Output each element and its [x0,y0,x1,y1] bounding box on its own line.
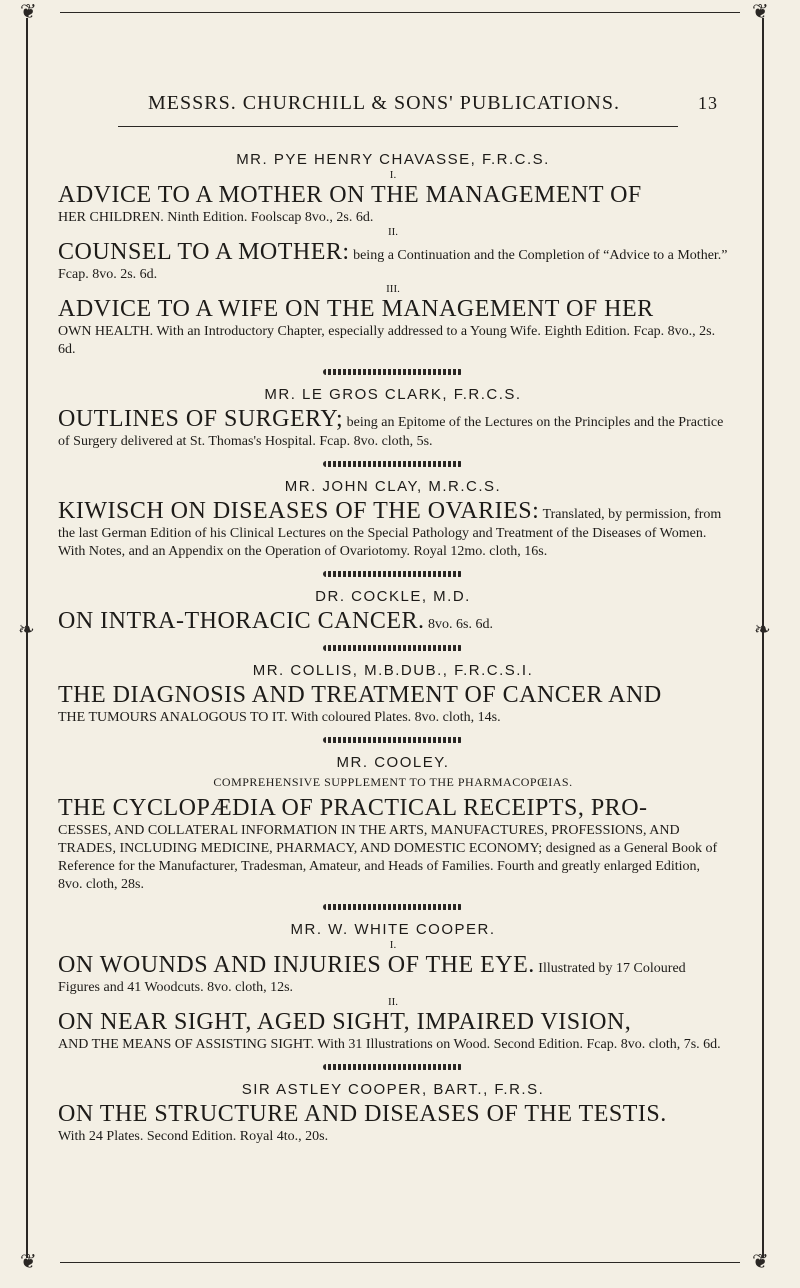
book-details: Translated, by permission, from the last German Edition of his Clinical Lectures on the Special Pathology and Treatment of the Diseases of Women. With Notes, and an Appendix on the Operation of Ovariotomy. Royal 12mo. cloth, 16s. [58,507,722,559]
header-rule [118,126,678,127]
book-details: being an Epitome of the Lectures on the Principles and the Practice of Surgery delivered at St. Thomas's Hospital. Fcap. 8vo. cloth, 5s. [58,415,724,449]
author-section [58,150,728,359]
author-name: MR. COOLEY. [336,754,450,771]
book-details: AND THE MEANS OF ASSISTING SIGHT. With 31 Illustrations on Wood. Second Edition. Fcap. 8vo. cloth, 7s. 6d. [58,1037,721,1052]
author-name: MR. COLLIS, M.B.DUB., F.R.C.S.I. [252,662,534,679]
corner-ornament-icon: ❦ [20,1,37,23]
book-title: ADVICE TO A MOTHER ON THE MANAGEMENT OF [58,182,642,208]
book-entry [58,794,728,894]
author-name: MR. W. WHITE COOPER. [290,921,496,938]
book-title: OUTLINES OF SURGERY; [58,406,344,432]
book-details: With 24 Plates. Second Edition. Royal 4to., 20s. [58,1129,329,1144]
running-head [148,92,718,115]
top-border-rule [60,12,740,13]
author-name: MR. JOHN CLAY, M.R.C.S. [284,478,502,495]
book-details: Illustrated by 17 Coloured Figures and 41 Woodcuts. 8vo. cloth, 12s. [58,961,686,995]
book-entry [58,405,728,451]
section-divider [323,369,463,375]
book-entry [58,181,728,227]
section-divider [323,461,463,467]
book-details: THE TUMOURS ANALOGOUS TO IT. With coloured Plates. 8vo. cloth, 14s. [58,710,501,725]
entry-numeral: II. [387,226,399,238]
section-divider [323,737,463,743]
book-entry [58,1100,728,1146]
book-entry [58,1008,728,1054]
author-section [58,587,728,635]
book-details: CESSES, AND COLLATERAL INFORMATION IN THE ARTS, MANUFACTURES, PROFESSIONS, AND TRADES, INCLUDING MEDICINE, PHARMACY, AND DOMESTIC ECONOMY; designed as a General Book of Reference for the Manufacturer, Tradesman, Amateur, and Heads of Families. Fourth and greatly enlarged Edition, 8vo. cloth, 28s. [58,823,718,892]
corner-ornament-icon: ❦ [20,1251,37,1273]
book-entry [58,681,728,727]
book-title: ADVICE TO A WIFE ON THE MANAGEMENT OF HER [58,296,654,322]
book-entry [58,497,728,561]
book-title: ON INTRA-THORACIC CANCER. [58,608,425,634]
entry-numeral: III. [386,283,400,295]
author-section [58,753,728,894]
book-title: THE DIAGNOSIS AND TREATMENT OF CANCER AND [58,682,662,708]
book-details: OWN HEALTH. With an Introductory Chapter, especially addressed to a Young Wife. Eighth Edition. Fcap. 8vo., 2s. 6d. [58,324,716,357]
entry-numeral: I. [389,169,397,181]
author-section [58,385,728,451]
section-subtitle: COMPREHENSIVE SUPPLEMENT TO THE PHARMACOPŒIAS. [213,775,573,789]
author-section [58,1080,728,1146]
book-details: 8vo. 6s. 6d. [428,617,493,632]
entry-numeral: II. [387,996,399,1008]
book-title: THE CYCLOPÆDIA OF PRACTICAL RECEIPTS, PRO- [58,795,648,821]
section-divider [323,645,463,651]
book-title: ON NEAR SIGHT, AGED SIGHT, IMPAIRED VISION, [58,1009,632,1035]
book-entry [58,607,728,635]
book-details: HER CHILDREN. Ninth Edition. Foolscap 8vo., 2s. 6d. [58,210,374,225]
bottom-border-rule [60,1262,740,1263]
section-divider [323,904,463,910]
side-ornament-icon: ❧ [754,619,771,641]
catalogue-list [58,150,728,1146]
author-name: MR. LE GROS CLARK, F.R.C.S. [264,386,522,403]
book-details: being a Continuation and the Completion of “Advice to a Mother.” Fcap. 8vo. 2s. 6d. [58,248,728,282]
book-entry [58,295,728,359]
book-title: KIWISCH ON DISEASES OF THE OVARIES: [58,498,540,524]
section-divider [323,1064,463,1070]
book-title: ON THE STRUCTURE AND DISEASES OF THE TESTIS. [58,1101,667,1127]
book-title: ON WOUNDS AND INJURIES OF THE EYE. [58,952,535,978]
author-name: SIR ASTLEY COOPER, BART., F.R.S. [241,1081,545,1098]
author-name: DR. COCKLE, M.D. [315,588,471,605]
section-divider [323,571,463,577]
author-section [58,661,728,727]
author-section [58,920,728,1054]
corner-ornament-icon: ❦ [752,1251,769,1273]
book-title: COUNSEL TO A MOTHER: [58,239,350,265]
book-entry [58,951,728,997]
page-number: 13 [698,93,718,113]
author-section [58,477,728,561]
side-ornament-icon: ❧ [18,619,35,641]
corner-ornament-icon: ❦ [752,1,769,23]
author-name: MR. PYE HENRY CHAVASSE, F.R.C.S. [236,151,550,168]
book-entry [58,238,728,284]
entry-numeral: I. [389,939,397,951]
running-head-title: MESSRS. CHURCHILL & SONS' PUBLICATIONS. [148,92,620,114]
